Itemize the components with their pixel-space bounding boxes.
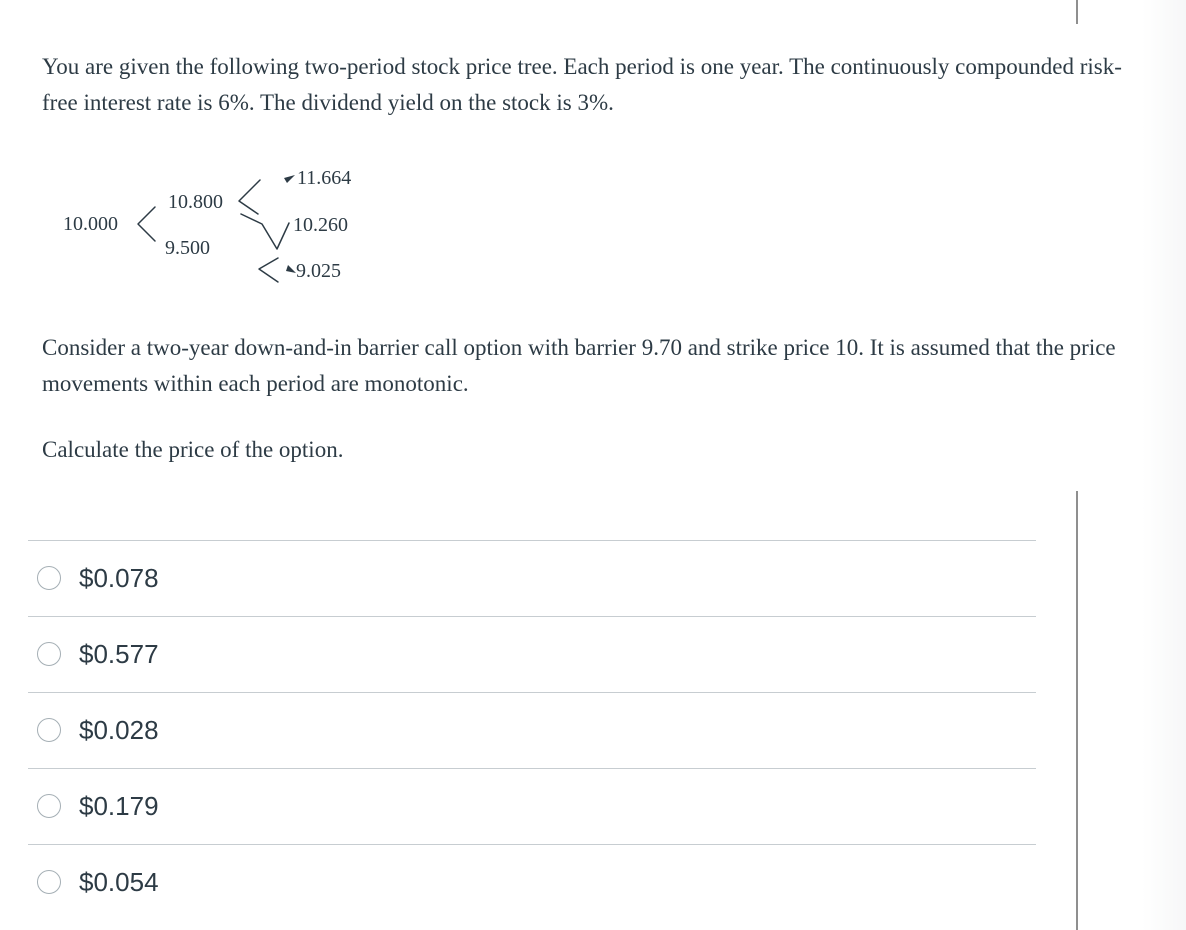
panel-divider-side xyxy=(1076,491,1078,930)
answer-option-5[interactable] xyxy=(28,844,1036,920)
stock-price-tree xyxy=(0,150,420,300)
tree-node-root: 10.000 xyxy=(63,213,118,235)
tree-node-up-up: 11.664 xyxy=(297,167,352,189)
panel-divider-top xyxy=(1076,0,1078,24)
question-intro: You are given the following two-period stock price tree. Each period is one year. The continuously compounded risk-free interest rate is 6%. The dividend yield on the stock is 3%. xyxy=(42,54,1122,115)
answer-option-4[interactable] xyxy=(28,768,1036,844)
tree-node-down-down: 9.025 xyxy=(296,260,341,282)
tree-node-up-down: 10.260 xyxy=(293,214,348,236)
answer-option-label: $0.078 xyxy=(79,563,159,593)
branch-root xyxy=(138,207,155,241)
answer-choices xyxy=(28,540,1036,920)
radio-button[interactable] xyxy=(37,642,61,666)
question-setup: Consider a two-year down-and-in barrier call option with barrier 9.70 and strike price 10. It is assumed that the price movements within each period are monotonic. xyxy=(42,335,1116,396)
answer-option-label: $0.028 xyxy=(79,715,159,745)
tree-node-down: 9.500 xyxy=(165,237,210,259)
radio-button[interactable] xyxy=(37,870,61,894)
answer-option-2[interactable] xyxy=(28,616,1036,692)
arrow-to-dd xyxy=(286,265,296,273)
arrow-to-uu xyxy=(284,175,295,183)
answer-option-label: $0.054 xyxy=(79,867,159,897)
branch-middle xyxy=(241,214,289,249)
answer-option-label: $0.179 xyxy=(79,791,159,821)
answer-option-1[interactable] xyxy=(28,540,1036,616)
question-prompt: Calculate the price of the option. xyxy=(42,437,344,462)
radio-button[interactable] xyxy=(37,718,61,742)
tree-node-up: 10.800 xyxy=(168,191,223,213)
radio-button[interactable] xyxy=(37,566,61,590)
branch-down-node xyxy=(259,258,278,282)
answer-option-3[interactable] xyxy=(28,692,1036,768)
answer-option-label: $0.577 xyxy=(79,639,159,669)
radio-button[interactable] xyxy=(37,794,61,818)
branch-up-node xyxy=(239,180,260,214)
